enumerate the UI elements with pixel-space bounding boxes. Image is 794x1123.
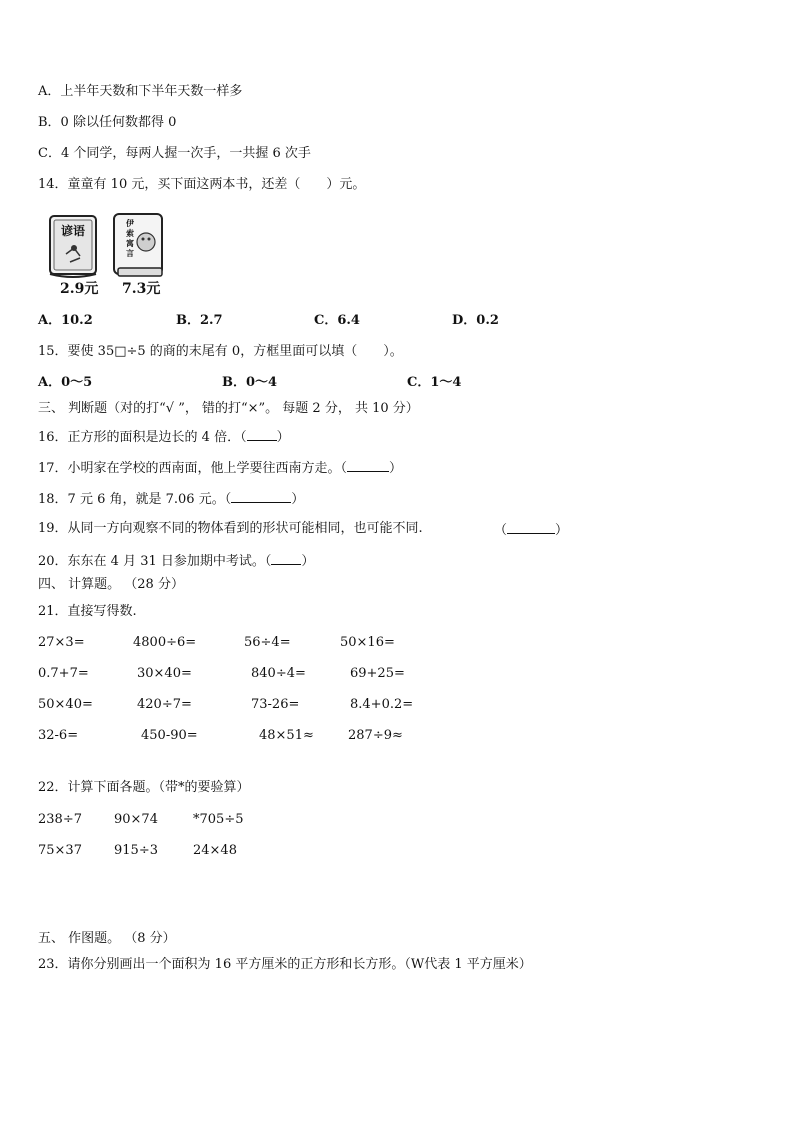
calc-item: 69+25= <box>350 666 405 681</box>
calc-item: 24×48 <box>193 843 237 858</box>
section-3-heading: 三、 判断题（对的打“√ ”， 错的打“×”。 每题 2 分， 共 10 分） <box>38 401 419 416</box>
svg-text:寓: 寓 <box>126 238 134 248</box>
option-d-q14: D．0.2 <box>452 313 499 328</box>
question-21-title: 21．直接写得数. <box>38 604 137 619</box>
option-b-q14: B．2.7 <box>176 313 223 328</box>
calc-item: 450-90= <box>141 728 198 743</box>
calc-item: 30×40= <box>137 666 192 681</box>
calc-item: *705÷5 <box>193 812 244 827</box>
svg-text:索: 索 <box>126 228 134 238</box>
option-c-q13: C．4 个同学，每两人握一次手，一共握 6 次手 <box>38 146 311 161</box>
calc-item: 840÷4= <box>251 666 306 681</box>
calc-item: 48×51≈ <box>259 728 314 743</box>
calc-item: 32-6= <box>38 728 79 743</box>
option-a-q15: A．0～5 <box>38 375 93 390</box>
proverbs-book-icon <box>50 216 96 277</box>
option-c-q15: C．1～4 <box>407 375 462 390</box>
answer-blank-18[interactable] <box>231 490 291 503</box>
svg-text:伊: 伊 <box>126 218 134 228</box>
calc-item: 915÷3 <box>114 843 158 858</box>
judge-question-19-answer: （ ） <box>494 523 569 538</box>
question-15-stem: 15．要使 35□÷5 的商的末尾有 0，方框里面可以填（ ）。 <box>38 344 403 359</box>
price-book-1: 2.9元 <box>60 281 99 297</box>
answer-blank-20[interactable] <box>271 552 301 565</box>
judge-question-19: 19．从同一方向观察不同的物体看到的形状可能相同，也可能不同. <box>38 521 423 536</box>
svg-text:言: 言 <box>126 248 134 258</box>
calc-item: 90×74 <box>114 812 158 827</box>
section-4-heading: 四、 计算题。 （28 分） <box>38 577 184 592</box>
aesop-fables-book-icon <box>114 214 162 276</box>
judge-question-17: 17．小明家在学校的西南面，他上学要往西南方走。（ ） <box>38 461 403 476</box>
calc-item: 0.7+7= <box>38 666 89 681</box>
calc-item: 50×40= <box>38 697 93 712</box>
question-14-stem: 14．童童有 10 元，买下面这两本书，还差（ ）元。 <box>38 177 366 192</box>
option-a-q13: A．上半年天数和下半年天数一样多 <box>38 84 243 99</box>
calc-item: 420÷7= <box>137 697 192 712</box>
book1-title: 谚语 <box>60 224 86 238</box>
calc-item: 4800÷6= <box>133 635 197 650</box>
judge-question-16: 16．正方形的面积是边长的 4 倍．（ ） <box>38 430 290 445</box>
option-b-q15: B．0～4 <box>222 375 278 390</box>
answer-blank-19[interactable] <box>507 521 555 534</box>
option-c-q14: C．6.4 <box>314 313 360 328</box>
price-book-2: 7.3元 <box>122 281 161 297</box>
calc-item: 75×37 <box>38 843 82 858</box>
answer-blank-16[interactable] <box>247 428 277 441</box>
question-23-stem: 23．请你分别画出一个面积为 16 平方厘米的正方形和长方形。（W代表 1 平方厘米） <box>38 957 532 972</box>
calc-item: 27×3= <box>38 635 85 650</box>
calc-item: 287÷9≈ <box>348 728 403 743</box>
question-22-title: 22．计算下面各题。（带*的要验算） <box>38 780 250 795</box>
calc-item: 50×16= <box>340 635 395 650</box>
section-5-heading: 五、 作图题。 （8 分） <box>38 931 176 946</box>
calc-item: 73-26= <box>251 697 300 712</box>
judge-question-18: 18．7 元 6 角，就是 7.06 元。（ ） <box>38 492 305 507</box>
calc-item: 238÷7 <box>38 812 82 827</box>
books-picture <box>44 210 174 282</box>
calc-item: 56÷4= <box>244 635 291 650</box>
calc-item: 8.4+0.2= <box>350 697 414 712</box>
judge-question-20: 20．东东在 4 月 31 日参加期中考试。（ ） <box>38 554 315 569</box>
answer-blank-17[interactable] <box>347 459 389 472</box>
option-a-q14: A．10.2 <box>38 313 93 328</box>
option-b-q13: B．0 除以任何数都得 0 <box>38 115 177 130</box>
